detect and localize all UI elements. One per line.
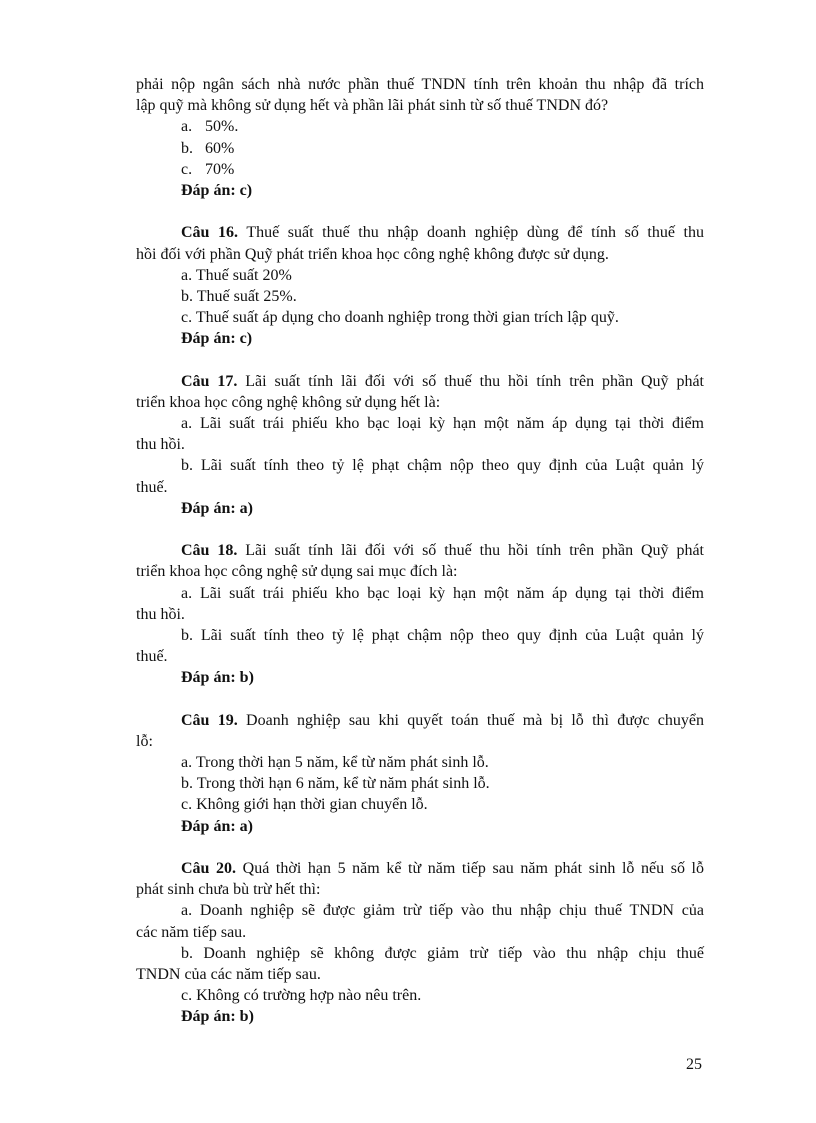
option-label: b. xyxy=(181,139,193,157)
option-a: a. Lãi suất trái phiếu kho bạc loại kỳ hạn một năm áp dụng tại thời điểm xyxy=(181,415,704,432)
answer: Đáp án: a) xyxy=(181,499,254,517)
question-text: Doanh nghiệp sau khi quyết toán thuế mà bị lỗ thì được chuyển xyxy=(237,711,704,729)
question-text-line: lập quỹ mà không sử dụng hết và phần lãi phát sinh từ số thuế TNDN đó? xyxy=(136,97,609,115)
question-17 xyxy=(136,371,704,519)
question-text-line xyxy=(136,858,704,879)
question-text-line: triển khoa học công nghệ sử dụng sai mục đích là: xyxy=(136,563,458,581)
option-a-continued: thu hồi. xyxy=(136,605,185,623)
question-number: Câu 19. xyxy=(181,711,238,729)
option-a-continued: các năm tiếp sau. xyxy=(136,923,247,941)
spacer xyxy=(136,519,704,540)
option-b xyxy=(136,138,704,159)
option-b: b. Thuế suất 25%. xyxy=(181,287,297,305)
option-b-continued: thuế. xyxy=(136,478,168,496)
option-c xyxy=(136,159,704,180)
option-b-continued: thuế. xyxy=(136,648,168,666)
document-page xyxy=(136,74,704,1027)
question-number: Câu 20. xyxy=(181,859,237,877)
answer: Đáp án: b) xyxy=(181,669,254,687)
option-label: c. xyxy=(181,160,193,178)
answer: Đáp án: a) xyxy=(181,817,254,835)
question-16 xyxy=(136,222,704,349)
question-number: Câu 17. xyxy=(181,372,238,390)
option-b: b. Lãi suất tính theo tỷ lệ phạt chậm nộp theo quy định của Luật quản lý xyxy=(181,457,704,475)
answer: Đáp án: c) xyxy=(181,330,253,348)
option-c: c. Thuế suất áp dụng cho doanh nghiệp trong thời gian trích lập quỹ. xyxy=(181,309,619,327)
spacer xyxy=(136,688,704,709)
option-a xyxy=(136,116,704,137)
option-text: 60% xyxy=(205,139,235,157)
option-a: a. Thuế suất 20% xyxy=(181,266,292,284)
spacer xyxy=(136,837,704,858)
spacer xyxy=(136,201,704,222)
question-text-line: lỗ: xyxy=(136,732,153,750)
question-20 xyxy=(136,858,704,1028)
question-18 xyxy=(136,540,704,688)
answer: Đáp án: c) xyxy=(181,181,253,199)
answer: Đáp án: b) xyxy=(181,1008,254,1026)
option-text: 50%. xyxy=(205,118,239,136)
spacer xyxy=(136,349,704,370)
option-label: a. xyxy=(181,118,193,136)
question-text: Quá thời hạn 5 năm kể từ năm tiếp sau năm phát sinh lỗ nếu số lỗ xyxy=(236,859,705,877)
question-text: Lãi suất tính lãi đối với số thuế thu hồi tính trên phần Quỹ phát xyxy=(237,372,705,390)
option-c: c. Không có trường hợp nào nêu trên. xyxy=(181,987,422,1005)
question-number: Câu 16. xyxy=(181,224,239,242)
option-b: b. Trong thời hạn 6 năm, kể từ năm phát sinh lỗ. xyxy=(181,775,490,793)
option-a: a. Lãi suất trái phiếu kho bạc loại kỳ hạn một năm áp dụng tại thời điểm xyxy=(181,584,704,602)
question-19 xyxy=(136,710,704,837)
option-b: b. Lãi suất tính theo tỷ lệ phạt chậm nộp theo quy định của Luật quản lý xyxy=(181,626,704,644)
option-b: b. Doanh nghiệp sẽ không được giảm trừ tiếp vào thu nhập chịu thuế xyxy=(181,944,704,962)
question-text-line: hồi đối với phần Quỹ phát triển khoa học công nghệ không được sử dụng. xyxy=(136,245,609,263)
question-text-line: phát sinh chưa bù trừ hết thì: xyxy=(136,881,321,899)
question-text-line xyxy=(136,540,704,561)
question-text-line xyxy=(136,371,704,392)
question-text: Thuế suất thuế thu nhập doanh nghiệp dùng để tính số thuế thu xyxy=(238,224,705,242)
question-text-line xyxy=(136,222,704,243)
option-c: c. Không giới hạn thời gian chuyển lỗ. xyxy=(181,796,428,814)
option-text: 70% xyxy=(205,160,235,178)
page-number: 25 xyxy=(686,1056,702,1073)
question-text-line: triển khoa học công nghệ không sử dụng hết là: xyxy=(136,393,441,411)
option-a-continued: thu hồi. xyxy=(136,436,185,454)
question-text-line xyxy=(136,710,704,731)
option-a: a. Trong thời hạn 5 năm, kể từ năm phát sinh lỗ. xyxy=(181,754,489,771)
question-text: Lãi suất tính lãi đối với số thuế thu hồi tính trên phần Quỹ phát xyxy=(237,542,705,560)
question-text-line: phải nộp ngân sách nhà nước phần thuế TNDN tính trên khoản thu nhập đã trích xyxy=(136,76,704,93)
question-15-continuation xyxy=(136,74,704,201)
option-b-continued: TNDN của các năm tiếp sau. xyxy=(136,965,321,983)
option-a: a. Doanh nghiệp sẽ được giảm trừ tiếp vào thu nhập chịu thuế TNDN của xyxy=(181,902,704,920)
question-number: Câu 18. xyxy=(181,542,238,560)
